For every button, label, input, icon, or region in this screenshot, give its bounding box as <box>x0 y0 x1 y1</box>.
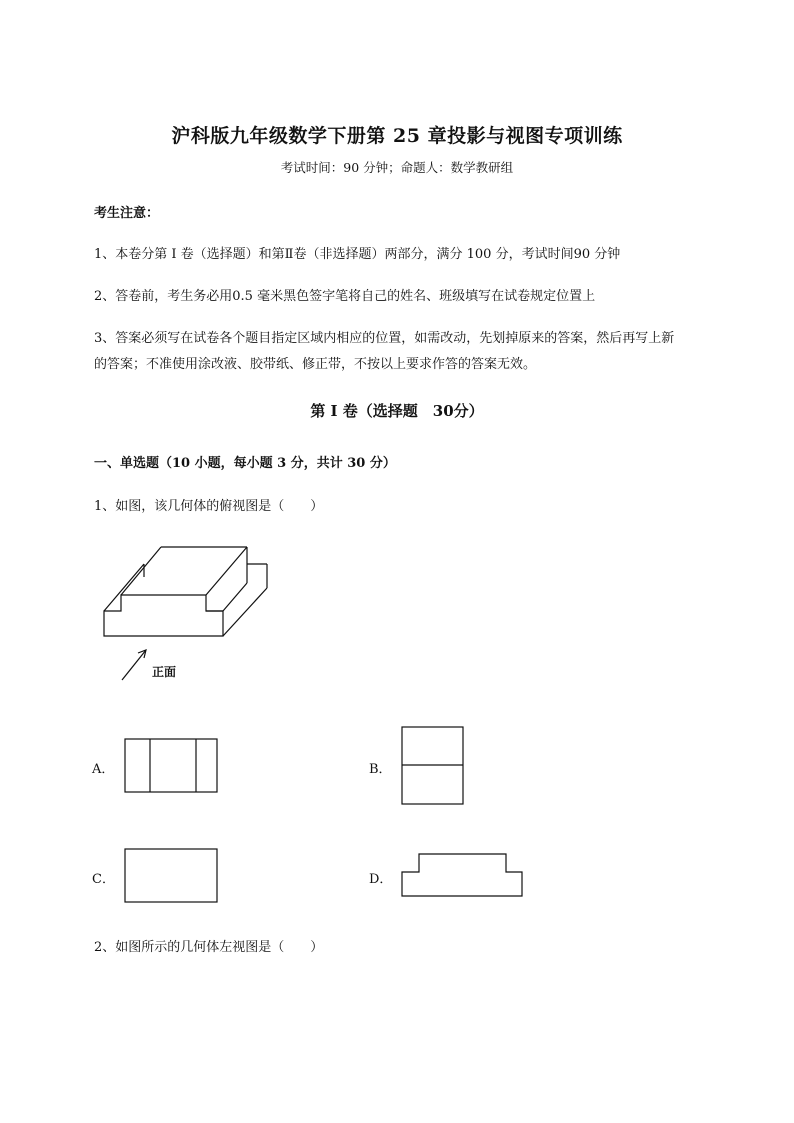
part-heading: 一、单选题（10 小题，每小题 3 分，共计 30 分） <box>94 456 396 471</box>
front-view-label: 正面 <box>152 665 177 679</box>
notice-item-2: 2、答卷前，考生务必用0.5 毫米黑色签字笔将自己的姓名、班级填写在试卷规定位置上 <box>94 289 596 304</box>
document-title: 沪科版九年级数学下册第 25 章投影与视图专项训练 <box>171 125 623 147</box>
question-2-stem: 2、如图所示的几何体左视图是（ ） <box>94 940 324 955</box>
section-title: 第 I 卷（选择题 30分） <box>310 402 484 420</box>
document-subtitle: 考试时间：90 分钟；命题人：数学教研组 <box>280 160 514 175</box>
notice-item-3-continued: 的答案；不准使用涂改液、胶带纸、修正带，不按以上要求作答的答案无效。 <box>94 357 537 372</box>
option-a-label: A． <box>92 762 115 777</box>
option-d-figure <box>400 851 530 901</box>
option-c-figure <box>124 848 224 908</box>
option-b-label: B． <box>369 762 392 777</box>
question-1-stem: 1、如图，该几何体的俯视图是（ ） <box>94 499 324 514</box>
option-d-label: D． <box>369 872 393 887</box>
option-a-figure <box>124 738 224 798</box>
notice-heading: 考生注意： <box>94 206 160 221</box>
option-c-label: C． <box>92 872 115 887</box>
notice-item-1: 1、本卷分第 I 卷（选择题）和第Ⅱ卷（非选择题）两部分，满分 100 分，考试时间90 分钟 <box>94 247 621 262</box>
notice-item-3: 3、答案必须写在试卷各个题目指定区域内相应的位置，如需改动，先划掉原来的答案，然后再写上新 <box>94 331 675 346</box>
option-b-figure <box>401 726 467 808</box>
